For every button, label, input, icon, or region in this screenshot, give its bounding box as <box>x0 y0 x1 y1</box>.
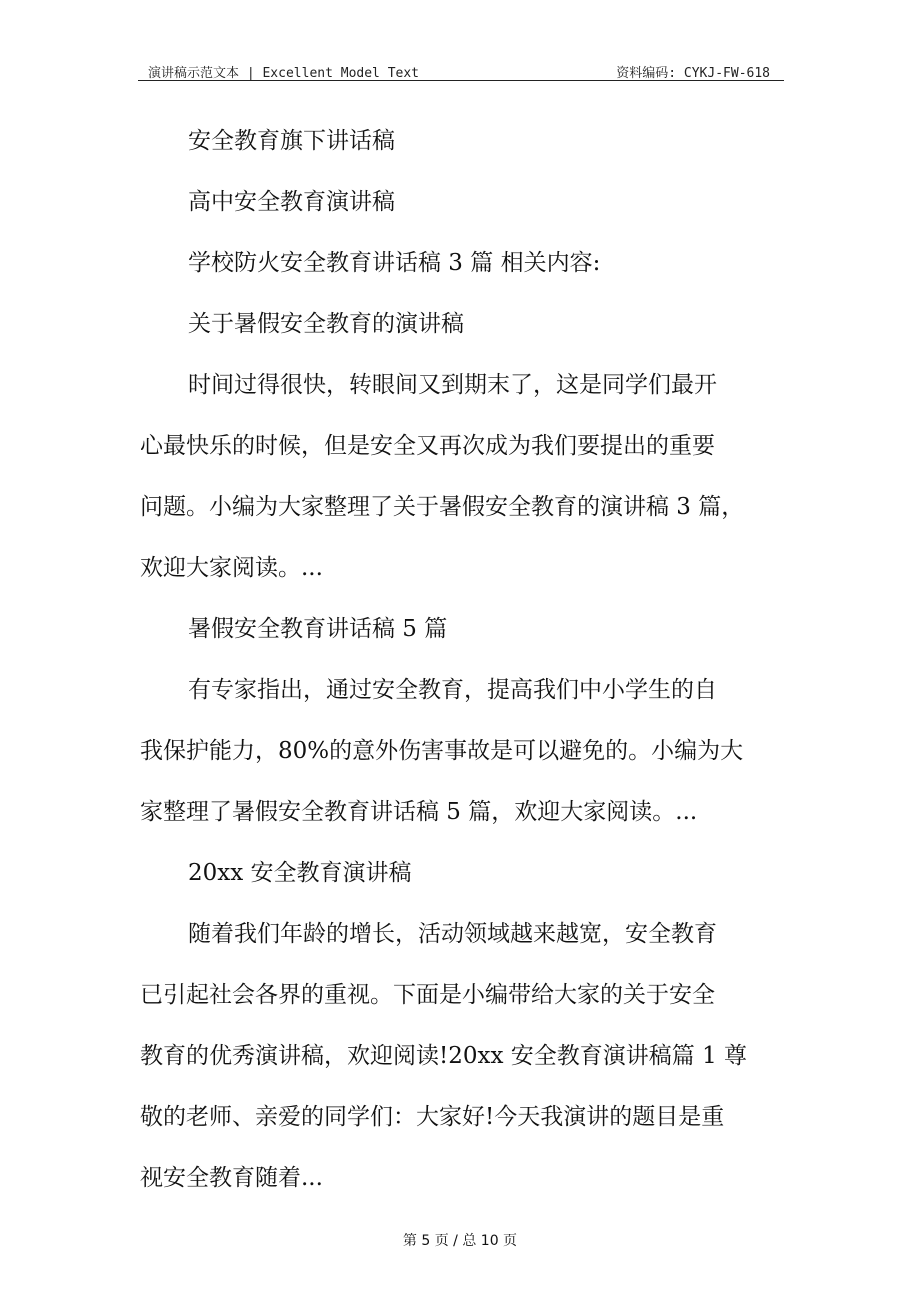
heading-line: 暑假安全教育讲话稿 5 篇 <box>188 616 448 642</box>
page-number: 第 5 页 / 总 10 页 <box>402 1233 518 1249</box>
paragraph-line: 有专家指出，通过安全教育，提高我们中小学生的自 <box>188 677 717 703</box>
heading-line: 高中安全教育演讲稿 <box>188 189 395 215</box>
document-code: 资料编码: CYKJ-FW-618 <box>616 66 770 81</box>
heading-line: 学校防火安全教育讲话稿 3 篇 相关内容: <box>188 250 601 276</box>
paragraph-line: 心最快乐的时候，但是安全又再次成为我们要提出的重要 <box>140 433 715 459</box>
heading-line: 关于暑假安全教育的演讲稿 <box>188 311 464 337</box>
paragraph-line: 我保护能力，80%的意外伤害事故是可以避免的。小编为大 <box>140 738 744 764</box>
paragraph-line: 敬的老师、亲爱的同学们：大家好!今天我演讲的题目是重 <box>140 1104 725 1130</box>
paragraph-line: 教育的优秀演讲稿，欢迎阅读!20xx 安全教育演讲稿篇 1 尊 <box>140 1043 748 1069</box>
paragraph-line: 时间过得很快，转眼间又到期末了，这是同学们最开 <box>188 372 717 398</box>
heading-line: 20xx 安全教育演讲稿 <box>188 860 412 886</box>
header-title: 演讲稿示范文本 | Excellent Model Text <box>148 66 420 81</box>
heading-line: 安全教育旗下讲话稿 <box>188 128 395 154</box>
paragraph-line: 视安全教育随着... <box>140 1165 323 1191</box>
paragraph-line: 问题。小编为大家整理了关于暑假安全教育的演讲稿 3 篇， <box>140 494 745 520</box>
paragraph-line: 已引起社会各界的重视。下面是小编带给大家的关于安全 <box>140 982 715 1008</box>
paragraph-line: 家整理了暑假安全教育讲话稿 5 篇，欢迎大家阅读。... <box>140 799 698 825</box>
paragraph-line: 随着我们年龄的增长，活动领域越来越宽，安全教育 <box>188 921 717 947</box>
paragraph-line: 欢迎大家阅读。... <box>140 555 323 581</box>
page-header <box>138 60 784 81</box>
